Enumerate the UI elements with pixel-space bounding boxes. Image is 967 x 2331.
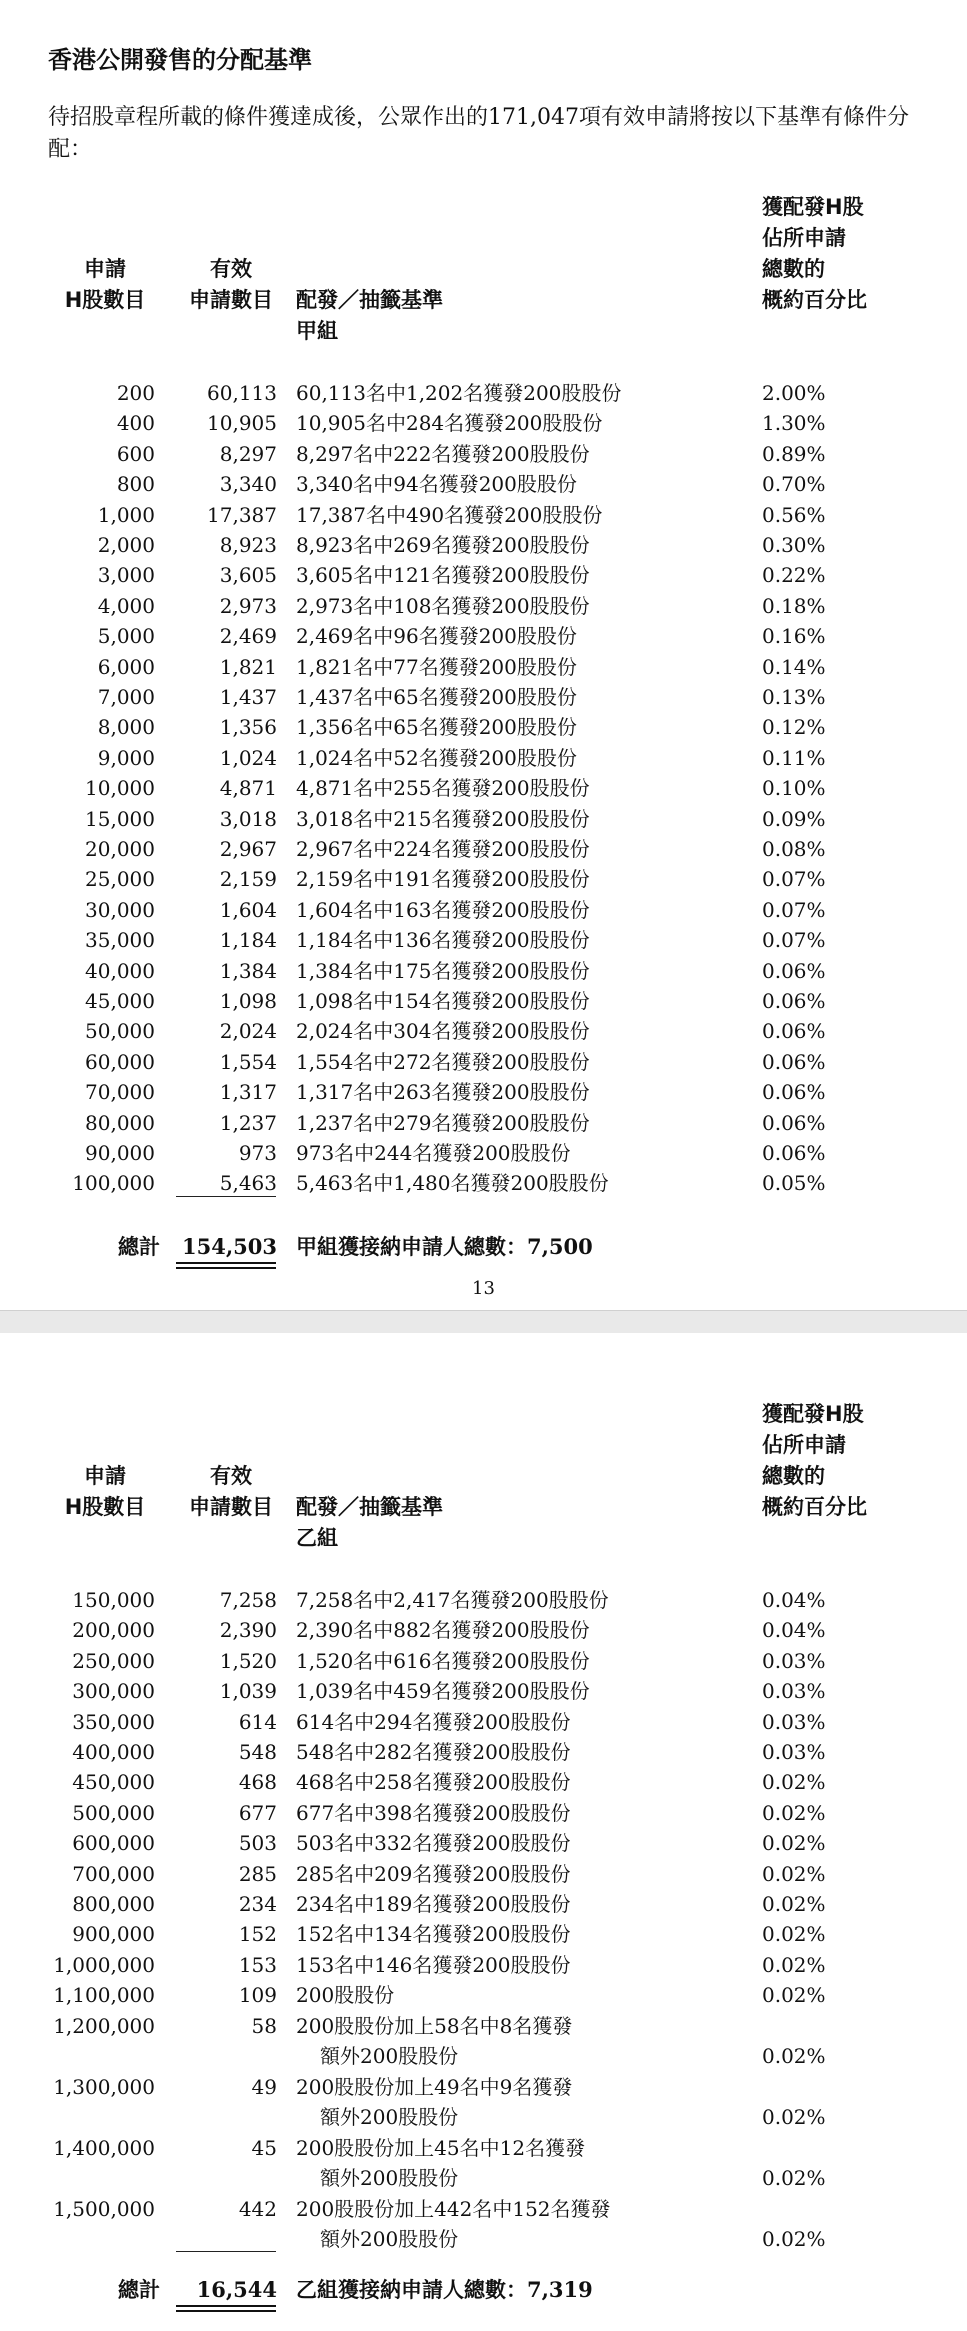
table-row bbox=[0, 408, 967, 438]
count-cell: 973 bbox=[238, 1141, 277, 1165]
count-cell: 442 bbox=[238, 2196, 277, 2221]
count-cell: 5,463 bbox=[219, 1171, 277, 1196]
count-cell: 3,605 bbox=[219, 563, 277, 588]
shares-cell: 80,000 bbox=[85, 1110, 155, 1135]
count-cell: 7,258 bbox=[219, 1588, 277, 1612]
shares-cell: 4,000 bbox=[97, 593, 155, 618]
basis-cell: 10,905名中284名獲發200股股份 bbox=[296, 411, 603, 436]
basis-cell: 3,018名中215名獲發200股股份 bbox=[296, 806, 590, 831]
basis-cell: 1,039名中459名獲發200股股份 bbox=[296, 1679, 590, 1704]
table-row bbox=[0, 560, 967, 590]
percentage-cell: 0.03% bbox=[762, 1740, 826, 1764]
basis-cell: 973名中244名獲發200股股份 bbox=[296, 1141, 571, 1165]
basis-cell: 2,024名中304名獲發200股股份 bbox=[296, 1019, 590, 1044]
count-cell: 1,384 bbox=[219, 958, 277, 983]
shares-cell: 100,000 bbox=[72, 1171, 155, 1196]
shares-cell: 800 bbox=[116, 472, 155, 497]
shares-cell: 60,000 bbox=[85, 1049, 155, 1074]
percentage-cell: 0.07% bbox=[762, 867, 826, 892]
table-row bbox=[0, 743, 967, 773]
shares-cell: 70,000 bbox=[85, 1080, 155, 1105]
basis-cell: 2,159名中191名獲發200股股份 bbox=[296, 867, 590, 892]
shares-cell: 25,000 bbox=[85, 867, 155, 892]
shares-cell: 1,300,000 bbox=[53, 2074, 155, 2099]
percentage-cell: 0.18% bbox=[762, 593, 826, 618]
table-row bbox=[0, 1585, 967, 1615]
table-row bbox=[0, 1889, 967, 1919]
header-valid-applications-b: 有效 申請數目 bbox=[189, 1464, 273, 1519]
count-cell: 2,469 bbox=[219, 624, 277, 649]
basis-cell: 3,605名中121名獲發200股股份 bbox=[296, 563, 590, 588]
group-a-total-row: 總計 154,503 甲組獲接納申請人總數：7,500 bbox=[0, 1230, 967, 1264]
basis-cell: 8,297名中222名獲發200股股份 bbox=[296, 441, 590, 466]
shares-cell: 20,000 bbox=[85, 837, 155, 861]
percentage-cell: 0.04% bbox=[762, 1618, 826, 1643]
count-cell: 45 bbox=[251, 2135, 277, 2160]
count-cell: 1,184 bbox=[219, 928, 277, 953]
table-row bbox=[0, 378, 967, 408]
table-row bbox=[0, 682, 967, 712]
basis-cell: 1,604名中163名獲發200股股份 bbox=[296, 897, 590, 922]
basis-cell: 2,973名中108名獲發200股股份 bbox=[296, 593, 590, 618]
shares-cell: 700,000 bbox=[72, 1861, 155, 1886]
basis-cell: 285名中209名獲發200股股份 bbox=[296, 1861, 571, 1886]
basis-cell: 234名中189名獲發200股股份 bbox=[296, 1892, 571, 1916]
table-row bbox=[0, 469, 967, 499]
percentage-cell: 0.14% bbox=[762, 654, 826, 679]
header-shares-b: 申請 H股數目 bbox=[64, 1464, 146, 1519]
basis-cell: 17,387名中490名獲發200股股份 bbox=[296, 502, 603, 527]
basis-cell: 7,258名中2,417名獲發200股股份 bbox=[296, 1588, 609, 1612]
shares-cell: 35,000 bbox=[85, 928, 155, 953]
basis-cell: 8,923名中269名獲發200股股份 bbox=[296, 533, 590, 557]
table-row bbox=[0, 1138, 967, 1168]
basis-cell: 1,356名中65名獲發200股股份 bbox=[296, 715, 577, 740]
percentage-cell: 0.03% bbox=[762, 1648, 826, 1673]
count-cell: 17,387 bbox=[207, 502, 277, 527]
total-double-rule-b bbox=[176, 2305, 276, 2312]
basis-cell: 5,463名中1,480名獲發200股股份 bbox=[296, 1171, 609, 1196]
shares-cell: 1,400,000 bbox=[53, 2135, 155, 2160]
basis-cell-continued: 額外200股股份 bbox=[320, 2226, 459, 2251]
count-cell: 677 bbox=[238, 1800, 277, 1825]
basis-cell: 4,871名中255名獲發200股股份 bbox=[296, 776, 590, 801]
table-row bbox=[0, 1016, 967, 1046]
basis-cell: 1,384名中175名獲發200股股份 bbox=[296, 958, 590, 983]
percentage-cell: 0.02% bbox=[762, 2104, 826, 2129]
percentage-cell: 0.09% bbox=[762, 806, 826, 831]
count-cell: 3,340 bbox=[219, 472, 277, 497]
table-row bbox=[0, 1828, 967, 1858]
shares-cell: 1,500,000 bbox=[53, 2196, 155, 2221]
shares-cell: 600,000 bbox=[72, 1831, 155, 1856]
table-row bbox=[0, 1707, 967, 1737]
shares-cell: 6,000 bbox=[97, 654, 155, 679]
percentage-cell: 0.22% bbox=[762, 563, 826, 588]
count-cell: 1,039 bbox=[219, 1679, 277, 1704]
table-row bbox=[0, 1108, 967, 1138]
count-cell: 10,905 bbox=[207, 411, 277, 436]
count-cell: 548 bbox=[238, 1740, 277, 1764]
table-row bbox=[0, 1646, 967, 1676]
basis-cell: 1,554名中272名獲發200股股份 bbox=[296, 1049, 590, 1074]
header-percentage-b: 獲配發H股 佔所申請 總數的 概約百分比 bbox=[762, 1402, 867, 1519]
percentage-cell: 1.30% bbox=[762, 411, 826, 436]
group-a-total-desc: 甲組獲接納申請人總數：7,500 bbox=[296, 1234, 593, 1259]
header-shares: 申請 H股數目 bbox=[64, 257, 146, 312]
total-double-rule bbox=[176, 1262, 276, 1269]
count-cell: 1,237 bbox=[219, 1110, 277, 1135]
percentage-cell: 0.02% bbox=[762, 1952, 826, 1977]
group-b-total-value: 16,544 bbox=[196, 2277, 277, 2302]
shares-cell: 40,000 bbox=[85, 958, 155, 983]
table-row bbox=[0, 2072, 967, 2132]
count-cell: 58 bbox=[251, 2013, 277, 2038]
shares-cell: 2,000 bbox=[97, 533, 155, 557]
shares-cell: 1,000,000 bbox=[53, 1952, 155, 1977]
basis-cell: 152名中134名獲發200股股份 bbox=[296, 1922, 571, 1947]
percentage-cell: 0.02% bbox=[762, 2226, 826, 2251]
shares-cell: 450,000 bbox=[72, 1770, 155, 1795]
shares-cell: 400 bbox=[116, 411, 155, 436]
table-row bbox=[0, 652, 967, 682]
percentage-cell: 0.06% bbox=[762, 1080, 826, 1105]
percentage-cell: 0.06% bbox=[762, 1019, 826, 1044]
group-b-total-row: 總計 16,544 乙組獲接納申請人總數：7,319 bbox=[0, 2273, 967, 2307]
table-row bbox=[0, 1047, 967, 1077]
group-b-label: 乙組 bbox=[296, 1526, 338, 1550]
basis-cell: 1,437名中65名獲發200股股份 bbox=[296, 685, 577, 709]
shares-cell: 1,200,000 bbox=[53, 2013, 155, 2038]
basis-cell: 1,184名中136名獲發200股股份 bbox=[296, 928, 590, 953]
shares-cell: 90,000 bbox=[85, 1141, 155, 1165]
basis-cell: 200股股份加上45名中12名獲發 bbox=[296, 2135, 586, 2160]
header-valid-applications: 有效 申請數目 bbox=[189, 257, 273, 312]
table-row bbox=[0, 1676, 967, 1706]
percentage-cell: 0.06% bbox=[762, 958, 826, 983]
count-cell: 234 bbox=[238, 1892, 277, 1916]
percentage-cell: 0.08% bbox=[762, 837, 826, 861]
shares-cell: 150,000 bbox=[72, 1588, 155, 1612]
basis-cell: 200股股份加上49名中9名獲發 bbox=[296, 2074, 573, 2099]
count-cell: 2,390 bbox=[219, 1618, 277, 1643]
shares-cell: 200 bbox=[116, 381, 155, 405]
count-cell: 2,973 bbox=[219, 593, 277, 618]
percentage-cell: 0.02% bbox=[762, 1831, 826, 1856]
shares-cell: 1,000 bbox=[97, 502, 155, 527]
header-percentage: 獲配發H股 佔所申請 總數的 概約百分比 bbox=[762, 195, 867, 312]
count-cell: 109 bbox=[238, 1983, 277, 2008]
percentage-cell: 0.16% bbox=[762, 624, 826, 649]
percentage-cell: 0.10% bbox=[762, 776, 826, 801]
shares-cell: 45,000 bbox=[85, 989, 155, 1013]
percentage-cell: 0.89% bbox=[762, 441, 826, 466]
percentage-cell: 0.70% bbox=[762, 472, 826, 497]
count-cell: 285 bbox=[238, 1861, 277, 1886]
percentage-cell: 0.02% bbox=[762, 1983, 826, 2008]
shares-cell: 800,000 bbox=[72, 1892, 155, 1916]
percentage-cell: 0.02% bbox=[762, 1922, 826, 1947]
count-cell: 1,098 bbox=[219, 989, 277, 1013]
table-row bbox=[0, 1980, 967, 2010]
count-cell: 2,967 bbox=[219, 837, 277, 861]
percentage-cell: 0.02% bbox=[762, 1861, 826, 1886]
table-row bbox=[0, 500, 967, 530]
basis-cell: 1,317名中263名獲發200股股份 bbox=[296, 1080, 590, 1105]
percentage-cell: 0.06% bbox=[762, 1110, 826, 1135]
basis-cell: 200股股份加上58名中8名獲發 bbox=[296, 2013, 573, 2038]
basis-cell: 3,340名中94名獲發200股股份 bbox=[296, 472, 577, 497]
basis-cell: 200股股份 bbox=[296, 1983, 395, 2008]
table-row bbox=[0, 804, 967, 834]
percentage-cell: 0.03% bbox=[762, 1709, 826, 1734]
count-cell: 1,437 bbox=[219, 685, 277, 709]
table-row bbox=[0, 1859, 967, 1889]
basis-cell: 2,967名中224名獲發200股股份 bbox=[296, 837, 590, 861]
basis-cell: 1,821名中77名獲發200股股份 bbox=[296, 654, 577, 679]
group-a-label: 甲組 bbox=[296, 319, 338, 343]
page-title: 香港公開發售的分配基準 bbox=[48, 46, 312, 74]
count-cell: 2,024 bbox=[219, 1019, 277, 1044]
count-cell: 49 bbox=[251, 2074, 277, 2099]
percentage-cell: 0.04% bbox=[762, 1588, 826, 1612]
basis-cell: 468名中258名獲發200股股份 bbox=[296, 1770, 571, 1795]
count-cell: 1,554 bbox=[219, 1049, 277, 1074]
percentage-cell: 0.07% bbox=[762, 928, 826, 953]
count-cell: 1,317 bbox=[219, 1080, 277, 1105]
shares-cell: 7,000 bbox=[97, 685, 155, 709]
basis-cell: 200股股份加上442名中152名獲發 bbox=[296, 2196, 611, 2221]
header-basis: 配發／抽籤基準 甲組 bbox=[296, 285, 443, 347]
percentage-cell: 0.02% bbox=[762, 1770, 826, 1795]
percentage-cell: 0.13% bbox=[762, 685, 826, 709]
shares-cell: 8,000 bbox=[97, 715, 155, 740]
shares-cell: 600 bbox=[116, 441, 155, 466]
table-row bbox=[0, 986, 967, 1016]
shares-cell: 900,000 bbox=[72, 1922, 155, 1947]
basis-cell: 548名中282名獲發200股股份 bbox=[296, 1740, 571, 1764]
shares-cell: 10,000 bbox=[85, 776, 155, 801]
count-cell: 1,821 bbox=[219, 654, 277, 679]
shares-cell: 1,100,000 bbox=[53, 1983, 155, 2008]
percentage-cell: 0.30% bbox=[762, 533, 826, 557]
table-row bbox=[0, 530, 967, 560]
table-row bbox=[0, 2011, 967, 2071]
group-a-total-value: 154,503 bbox=[182, 1234, 277, 1259]
table-row bbox=[0, 773, 967, 803]
table-row bbox=[0, 1077, 967, 1107]
table-row bbox=[0, 864, 967, 894]
basis-cell: 2,469名中96名獲發200股股份 bbox=[296, 624, 577, 649]
table-row bbox=[0, 956, 967, 986]
basis-cell: 503名中332名獲發200股股份 bbox=[296, 1831, 571, 1856]
shares-cell: 300,000 bbox=[72, 1679, 155, 1704]
count-cell: 2,159 bbox=[219, 867, 277, 892]
table-row bbox=[0, 1737, 967, 1767]
count-cell: 1,024 bbox=[219, 745, 277, 770]
table-row bbox=[0, 895, 967, 925]
page-separator bbox=[0, 1310, 967, 1334]
subtotal-rule-b bbox=[176, 2251, 276, 2252]
table-row bbox=[0, 2133, 967, 2193]
count-cell: 503 bbox=[238, 1831, 277, 1856]
count-cell: 8,923 bbox=[219, 533, 277, 557]
basis-cell: 60,113名中1,202名獲發200股股份 bbox=[296, 381, 622, 405]
header-basis-b: 配發／抽籤基準 乙組 bbox=[296, 1492, 443, 1554]
subtotal-rule bbox=[176, 1196, 276, 1197]
count-cell: 1,520 bbox=[219, 1648, 277, 1673]
count-cell: 468 bbox=[238, 1770, 277, 1795]
basis-cell: 677名中398名獲發200股股份 bbox=[296, 1800, 571, 1825]
shares-cell: 50,000 bbox=[85, 1019, 155, 1044]
shares-cell: 9,000 bbox=[97, 745, 155, 770]
table-row bbox=[0, 1919, 967, 1949]
percentage-cell: 0.02% bbox=[762, 2043, 826, 2068]
count-cell: 152 bbox=[238, 1922, 277, 1947]
table-row bbox=[0, 712, 967, 742]
percentage-cell: 0.05% bbox=[762, 1171, 826, 1196]
percentage-cell: 0.06% bbox=[762, 1141, 826, 1165]
page-number: 13 bbox=[472, 1278, 495, 1299]
basis-cell: 153名中146名獲發200股股份 bbox=[296, 1952, 571, 1977]
percentage-cell: 0.56% bbox=[762, 502, 826, 527]
intro-paragraph: 待招股章程所載的條件獲達成後，公眾作出的171,047項有效申請將按以下基準有條件分配： bbox=[48, 105, 909, 162]
basis-cell-continued: 額外200股股份 bbox=[320, 2104, 459, 2129]
count-cell: 1,356 bbox=[219, 715, 277, 740]
percentage-cell: 0.06% bbox=[762, 989, 826, 1013]
group-b-total-desc: 乙組獲接納申請人總數：7,319 bbox=[296, 2277, 593, 2302]
table-row bbox=[0, 2194, 967, 2254]
percentage-cell: 0.11% bbox=[762, 745, 826, 770]
shares-cell: 5,000 bbox=[97, 624, 155, 649]
shares-cell: 250,000 bbox=[72, 1648, 155, 1673]
basis-cell-continued: 額外200股股份 bbox=[320, 2165, 459, 2190]
table-row bbox=[0, 1950, 967, 1980]
shares-cell: 30,000 bbox=[85, 897, 155, 922]
basis-cell: 1,098名中154名獲發200股股份 bbox=[296, 989, 590, 1013]
table-row bbox=[0, 621, 967, 651]
shares-cell: 400,000 bbox=[72, 1740, 155, 1764]
count-cell: 3,018 bbox=[219, 806, 277, 831]
percentage-cell: 0.12% bbox=[762, 715, 826, 740]
basis-cell: 1,024名中52名獲發200股股份 bbox=[296, 745, 577, 770]
percentage-cell: 0.02% bbox=[762, 1800, 826, 1825]
percentage-cell: 0.06% bbox=[762, 1049, 826, 1074]
table-row bbox=[0, 439, 967, 469]
table-row bbox=[0, 1798, 967, 1828]
count-cell: 8,297 bbox=[219, 441, 277, 466]
document-page-2 bbox=[0, 1333, 967, 2331]
percentage-cell: 2.00% bbox=[762, 381, 826, 405]
shares-cell: 200,000 bbox=[72, 1618, 155, 1643]
basis-cell: 614名中294名獲發200股股份 bbox=[296, 1709, 571, 1734]
table-row bbox=[0, 834, 967, 864]
count-cell: 153 bbox=[238, 1952, 277, 1977]
count-cell: 1,604 bbox=[219, 897, 277, 922]
table-row bbox=[0, 1767, 967, 1797]
percentage-cell: 0.02% bbox=[762, 1892, 826, 1916]
percentage-cell: 0.07% bbox=[762, 897, 826, 922]
basis-cell-continued: 額外200股股份 bbox=[320, 2043, 459, 2068]
table-row bbox=[0, 1168, 967, 1198]
count-cell: 4,871 bbox=[219, 776, 277, 801]
count-cell: 60,113 bbox=[207, 381, 277, 405]
shares-cell: 3,000 bbox=[97, 563, 155, 588]
count-cell: 614 bbox=[238, 1709, 277, 1734]
shares-cell: 15,000 bbox=[85, 806, 155, 831]
table-row bbox=[0, 925, 967, 955]
basis-cell: 1,520名中616名獲發200股股份 bbox=[296, 1648, 590, 1673]
percentage-cell: 0.02% bbox=[762, 2165, 826, 2190]
shares-cell: 350,000 bbox=[72, 1709, 155, 1734]
basis-cell: 2,390名中882名獲發200股股份 bbox=[296, 1618, 590, 1643]
percentage-cell: 0.03% bbox=[762, 1679, 826, 1704]
shares-cell: 500,000 bbox=[72, 1800, 155, 1825]
table-row bbox=[0, 1615, 967, 1645]
table-row bbox=[0, 591, 967, 621]
basis-cell: 1,237名中279名獲發200股股份 bbox=[296, 1110, 590, 1135]
